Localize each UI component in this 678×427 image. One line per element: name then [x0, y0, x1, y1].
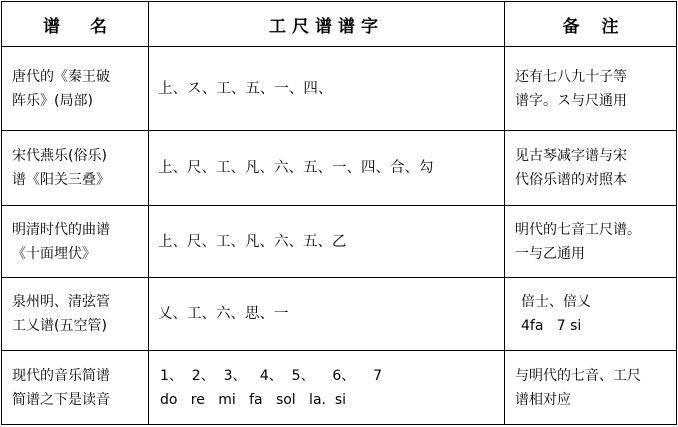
- solfege-syllables: do re mi fa sol la. si: [160, 391, 347, 408]
- header-name: 谱名: [2, 2, 149, 47]
- row-note-line: 还有七八九十子等: [515, 68, 627, 85]
- row-chars: 乂、工、六、思、一: [149, 277, 505, 351]
- row-note-line: 明代的七音工尺谱。: [515, 221, 641, 238]
- row-name: [2, 47, 149, 131]
- row-name-line: 工乂谱(五空管): [12, 318, 107, 335]
- row-note: [505, 130, 677, 206]
- row-name-line: 谱《阳关三叠》: [12, 172, 110, 189]
- table-row: [2, 130, 677, 206]
- row-chars: 上、尺、工、凡、六、五、一、四、合、勾: [149, 130, 505, 206]
- row-note-line: 倍士、倍乂: [521, 294, 591, 311]
- row-name-line: 明清时代的曲谱: [12, 221, 110, 238]
- row-name: [2, 130, 149, 206]
- row-note-line: 一与乙通用: [515, 245, 585, 262]
- row-name-line: 阵乐》(局部): [12, 92, 93, 109]
- row-note-line: 谱相对应: [515, 391, 571, 408]
- row-name-line: 唐代的《秦王破: [12, 68, 110, 85]
- row-note-line: 代俗乐谱的对照本: [515, 172, 627, 189]
- header-row: [2, 2, 677, 47]
- row-name-line: 《十面埋伏》: [12, 245, 96, 262]
- row-name-line: 泉州明、清弦管: [12, 294, 110, 311]
- row-name: [2, 206, 149, 278]
- row-chars: 上、尺、工、凡、六、五、乙: [149, 206, 505, 278]
- jianpu-numbers: 1、 2、 3、 4、 5、 6、 7: [160, 367, 383, 384]
- row-name: [2, 277, 149, 351]
- row-note-line: 谱字。ス与尺通用: [515, 92, 627, 109]
- row-name-line: 简谱之下是读音: [12, 391, 110, 408]
- header-chars: 工尺谱谱字: [149, 2, 505, 47]
- table-row: [2, 351, 677, 425]
- row-note-line: 4fa 7 si: [521, 318, 582, 335]
- row-name-line: 宋代燕乐(俗乐): [12, 148, 107, 165]
- row-name-line: 现代的音乐简谱: [12, 367, 110, 384]
- table-row: [2, 206, 677, 278]
- row-note: [505, 206, 677, 278]
- row-note: [505, 277, 677, 351]
- row-note-line: 与明代的七音、工尺: [515, 367, 641, 384]
- table-row: [2, 47, 677, 131]
- row-chars: 上、ス、工、五、一、四、: [149, 47, 505, 131]
- header-note: 备注: [505, 2, 677, 47]
- notation-table: [1, 1, 677, 425]
- row-note: [505, 351, 677, 425]
- row-note-line: 见古琴减字谱与宋: [515, 148, 627, 165]
- row-chars: [149, 351, 505, 425]
- row-note: [505, 47, 677, 131]
- table-row: [2, 277, 677, 351]
- row-name: [2, 351, 149, 425]
